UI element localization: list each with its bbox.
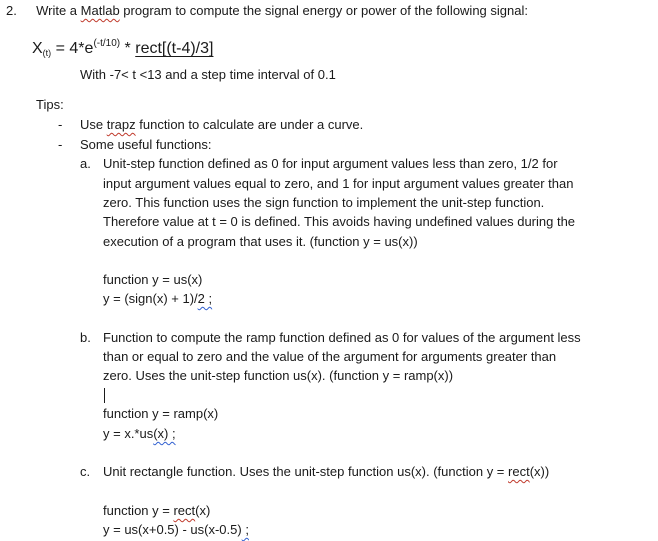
tip-1-prefix: Use bbox=[80, 117, 107, 132]
tips-label: Tips: bbox=[36, 97, 64, 112]
trapz-word: trapz bbox=[106, 117, 136, 132]
formula-rect: rect[(t-4)/3] bbox=[135, 40, 214, 57]
item-c-code-2-tail: ; bbox=[241, 522, 249, 537]
rect-word: rect bbox=[173, 503, 196, 518]
item-c-line-prefix: Unit rectangle function. Uses the unit-step function us(x). (function y = bbox=[103, 464, 509, 479]
item-b-code-2-main: y = x.*us bbox=[103, 426, 154, 441]
tip-text-1 bbox=[80, 116, 363, 134]
item-a-line-5: execution of a program that uses it. (function y = us(x)) bbox=[103, 234, 418, 249]
item-c-code-1-prefix: function y = bbox=[103, 503, 174, 518]
item-b-marker: b. bbox=[80, 330, 91, 345]
tip-bullet-2 bbox=[58, 136, 62, 154]
item-c-line-1 bbox=[103, 463, 549, 481]
formula-eq: = 4*e bbox=[51, 40, 94, 57]
item-a-code-2-tail: 2 ; bbox=[197, 291, 213, 306]
formula-x: X bbox=[32, 40, 43, 57]
matlab-word: Matlab bbox=[80, 3, 120, 18]
item-a-line-2: input argument values equal to zero, and 1 for input argument values greater than bbox=[103, 176, 574, 191]
rect-word: rect bbox=[508, 464, 530, 479]
formula-sub: (t) bbox=[42, 48, 52, 58]
item-c-code-1-suffix: (x) bbox=[195, 503, 211, 518]
tip-text-2: Some useful functions: bbox=[80, 137, 212, 152]
item-b-code-1: function y = ramp(x) bbox=[103, 406, 219, 421]
item-a-line-4: Therefore value at t = 0 is defined. This avoids having undefined values during the bbox=[103, 214, 576, 229]
range-text: With -7< t <13 and a step time interval of 0.1 bbox=[80, 67, 336, 82]
question-number: 2. bbox=[6, 3, 17, 18]
formula-sup: (-t/10) bbox=[93, 38, 121, 49]
item-a-line-3: zero. This function uses the sign function to implement the unit-step function. bbox=[103, 195, 545, 210]
question-text-before: Write a bbox=[36, 3, 81, 18]
item-b-line-2: than or equal to zero and the value of the argument for arguments greater than bbox=[103, 349, 557, 364]
bullet-dash: - bbox=[58, 117, 63, 132]
item-c-code-1 bbox=[103, 502, 210, 520]
item-a-code-2-main: y = (sign(x) + 1)/ bbox=[103, 291, 198, 306]
question-line bbox=[6, 2, 528, 20]
item-c-line-suffix: (x)) bbox=[529, 464, 550, 479]
tip-bullet-1 bbox=[58, 116, 62, 134]
item-a-marker: a. bbox=[80, 156, 91, 171]
item-c-marker: c. bbox=[80, 464, 91, 479]
question-text-after: program to compute the signal energy or power of the following signal: bbox=[119, 3, 528, 18]
bullet-dash: - bbox=[58, 137, 63, 152]
item-b-line-1: Function to compute the ramp function defined as 0 for values of the argument less bbox=[103, 330, 581, 345]
item-c-code-2 bbox=[103, 521, 249, 539]
item-c-code-2-main: y = us(x+0.5) - us(x-0.5) bbox=[103, 522, 242, 537]
signal-formula bbox=[32, 34, 213, 63]
item-b-code-2-tail: (x) ; bbox=[153, 426, 176, 441]
text-cursor bbox=[104, 388, 105, 403]
formula-rest: * bbox=[120, 40, 136, 57]
item-a-code-1: function y = us(x) bbox=[103, 272, 203, 287]
item-b-line-3: zero. Uses the unit-step function us(x). (function y = ramp(x)) bbox=[103, 368, 454, 383]
tip-1-suffix: function to calculate are under a curve. bbox=[135, 117, 364, 132]
item-a-code-2 bbox=[103, 290, 212, 308]
item-b-code-2 bbox=[103, 425, 176, 443]
item-a-line-1: Unit-step function defined as 0 for input argument values less than zero, 1/2 for bbox=[103, 156, 558, 171]
